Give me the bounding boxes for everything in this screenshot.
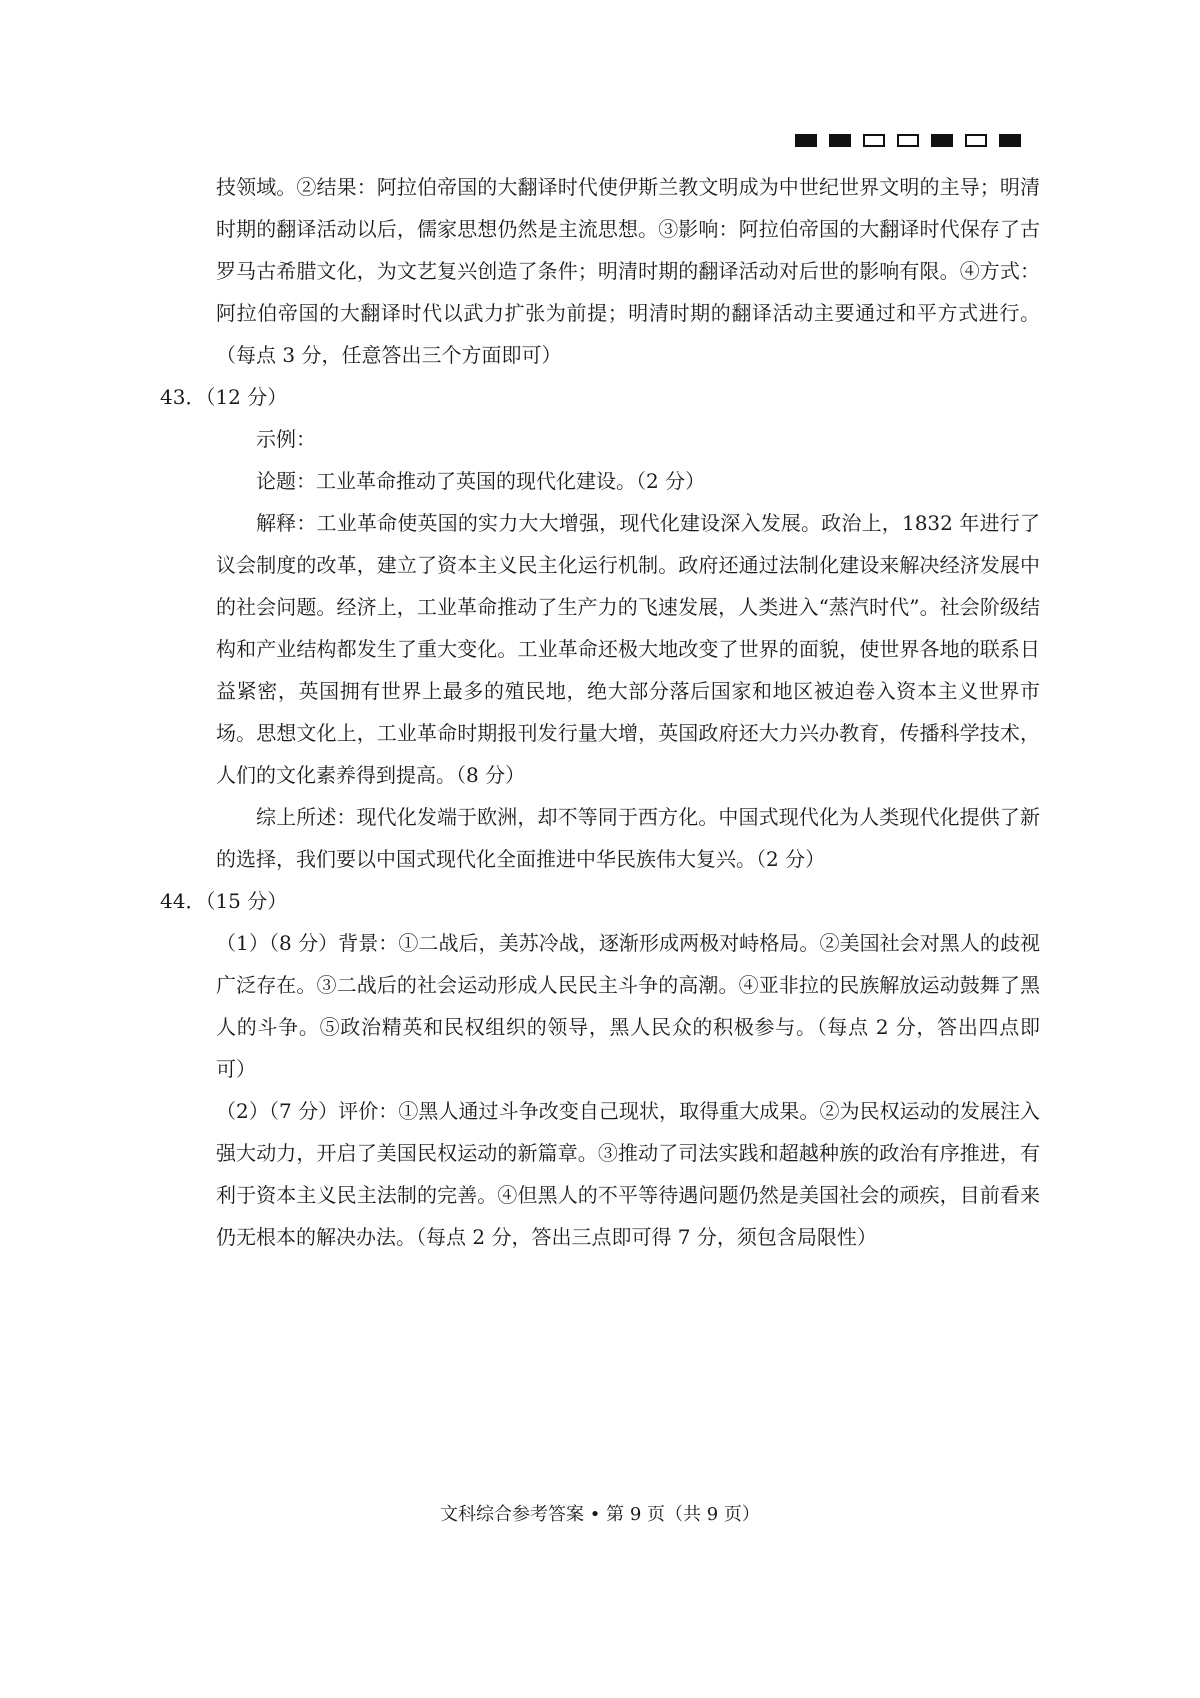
q44-part2: （2）（7 分）评价：①黑人通过斗争改变自己现状，取得重大成果。②为民权运动的发展注入强大动力，开启了美国民权运动的新篇章。③推动了司法实践和超越种族的政治有序推进，有利于资本主义民主法制的完善。④但黑人的不平等待遇问题仍然是美国社会的顽疾，目前看来仍无根本的解决办法。（每点 2 分，答出三点即可得 7 分，须包含局限性） <box>216 1099 1040 1249</box>
page-footer: 文科综合参考答案 • 第 9 页（共 9 页） <box>440 1504 760 1525</box>
q43-explanation: 解释：工业革命使英国的实力大大增强，现代化建设深入发展。政治上，1832 年进行了议会制度的改革，建立了资本主义民主化运行机制。政府还通过法制化建设来解决经济发展中的社会问题。经济上，工业革命推动了生产力的飞速发展，人类进入“蒸汽时代”。社会阶级结构和产业结构都发生了重大变化。工业革命还极大地改变了世界的面貌，使世界各地的联系日益紧密，英国拥有世界上最多的殖民地，绝大部分落后国家和地区被迫卷入资本主义世界市场。思想文化上，工业革命时期报刊发行量大增，英国政府还大力兴办教育，传播科学技术，人们的文化素养得到提高。（8 分） <box>216 511 1040 787</box>
q43-topic: 论题：工业革命推动了英国的现代化建设。（2 分） <box>256 469 706 493</box>
header-mark <box>829 134 851 147</box>
header-mark <box>965 134 987 147</box>
header-marks <box>795 134 1021 147</box>
header-mark <box>795 134 817 147</box>
header-mark <box>897 134 919 147</box>
answer-content <box>160 166 1040 1258</box>
q42-continuation: 技领域。②结果：阿拉伯帝国的大翻译时代使伊斯兰教文明成为中世纪世界文明的主导；明清时期的翻译活动以后，儒家思想仍然是主流思想。③影响：阿拉伯帝国的大翻译时代保存了古罗马古希腊文化，为文艺复兴创造了条件；明清时期的翻译活动对后世的影响有限。④方式：阿拉伯帝国的大翻译时代以武力扩张为前提；明清时期的翻译活动主要通过和平方式进行。（每点 3 分，任意答出三个方面即可） <box>216 175 1040 367</box>
header-mark <box>931 134 953 147</box>
header-mark <box>863 134 885 147</box>
header-mark <box>999 134 1021 147</box>
q43-heading: 43．（12 分） <box>160 385 288 409</box>
q43-conclusion: 综上所述：现代化发端于欧洲，却不等同于西方化。中国式现代化为人类现代化提供了新的选择，我们要以中国式现代化全面推进中华民族伟大复兴。（2 分） <box>216 805 1040 871</box>
q44-heading: 44．（15 分） <box>160 889 288 913</box>
q43-example-label: 示例： <box>256 427 316 451</box>
q44-part1: （1）（8 分）背景：①二战后，美苏冷战，逐渐形成两极对峙格局。②美国社会对黑人的歧视广泛存在。③二战后的社会运动形成人民民主斗争的高潮。④亚非拉的民族解放运动鼓舞了黑人的斗争。⑤政治精英和民权组织的领导，黑人民众的积极参与。（每点 2 分，答出四点即可） <box>216 931 1040 1081</box>
